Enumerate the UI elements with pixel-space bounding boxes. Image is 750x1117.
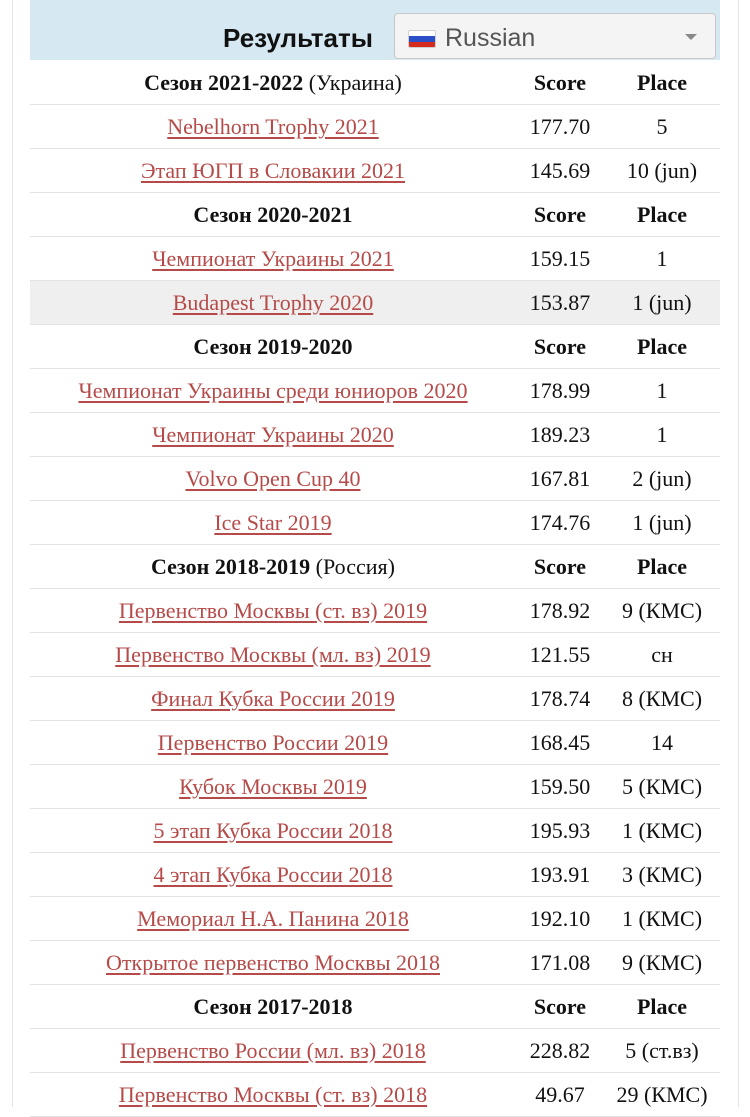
score-cell: 192.10 <box>516 897 604 941</box>
season-label-cell <box>30 61 516 105</box>
language-select[interactable] <box>394 13 716 59</box>
event-name-cell <box>30 105 516 149</box>
season-label-cell <box>30 193 516 237</box>
score-cell: 159.50 <box>516 765 604 809</box>
place-cell: 5 (КМС) <box>604 765 720 809</box>
place-cell: 10 (jun) <box>604 149 720 193</box>
event-link[interactable]: Открытое первенство Москвы 2018 <box>106 949 440 975</box>
score-cell: 228.82 <box>516 1029 604 1073</box>
result-row <box>30 589 720 633</box>
result-row <box>30 633 720 677</box>
score-cell: 178.99 <box>516 369 604 413</box>
event-name-cell <box>30 1073 516 1117</box>
event-name-cell <box>30 853 516 897</box>
season-label: Сезон 2021-2022 <box>144 69 304 95</box>
event-name-cell <box>30 897 516 941</box>
event-name-cell <box>30 413 516 457</box>
place-cell: сн <box>604 633 720 677</box>
place-cell: 2 (jun) <box>604 457 720 501</box>
event-name-cell <box>30 633 516 677</box>
flag-stripe-red <box>409 42 435 47</box>
result-row <box>30 237 720 281</box>
event-name-cell <box>30 1029 516 1073</box>
event-name-cell <box>30 281 516 325</box>
place-cell: 1 <box>604 237 720 281</box>
place-cell: 1 (КМС) <box>604 809 720 853</box>
place-cell: 5 <box>604 105 720 149</box>
score-cell: 195.93 <box>516 809 604 853</box>
event-link[interactable]: Чемпионат Украины 2020 <box>152 421 394 447</box>
score-cell: 49.67 <box>516 1073 604 1117</box>
score-cell: 145.69 <box>516 149 604 193</box>
language-selected-label: Russian <box>445 24 536 52</box>
place-cell: 1 <box>604 369 720 413</box>
event-name-cell <box>30 369 516 413</box>
score-cell: 168.45 <box>516 721 604 765</box>
page-border-right <box>738 0 739 1107</box>
season-header-row <box>30 545 720 589</box>
score-cell: 193.91 <box>516 853 604 897</box>
event-link[interactable]: Ice Star 2019 <box>214 509 332 535</box>
score-column-header: Score <box>516 325 604 369</box>
season-country: (Украина) <box>303 69 402 95</box>
results-header <box>30 0 720 60</box>
event-link[interactable]: Первенство России (мл. вз) 2018 <box>120 1037 426 1063</box>
event-link[interactable]: Мемориал Н.А. Панина 2018 <box>137 905 409 931</box>
score-column-header: Score <box>516 545 604 589</box>
place-cell: 9 (КМС) <box>604 941 720 985</box>
score-cell: 178.92 <box>516 589 604 633</box>
event-link[interactable]: Первенство России 2019 <box>157 729 389 755</box>
event-link[interactable]: Volvo Open Cup 40 <box>185 465 361 491</box>
result-row <box>30 1073 720 1117</box>
place-cell: 3 (КМС) <box>604 853 720 897</box>
place-cell: 1 (jun) <box>604 501 720 545</box>
page-border-left <box>12 0 13 1107</box>
event-name-cell <box>30 809 516 853</box>
season-label-cell <box>30 325 516 369</box>
result-row <box>30 149 720 193</box>
result-row <box>30 677 720 721</box>
event-link[interactable]: Этап ЮГП в Словакии 2021 <box>140 157 405 183</box>
event-name-cell <box>30 721 516 765</box>
event-link[interactable]: Чемпионат Украины среди юниоров 2020 <box>78 377 468 403</box>
event-name-cell <box>30 765 516 809</box>
season-label: Сезон 2020-2021 <box>193 201 353 227</box>
place-column-header: Place <box>604 985 720 1029</box>
event-name-cell <box>30 941 516 985</box>
place-cell: 1 (jun) <box>604 281 720 325</box>
score-cell: 153.87 <box>516 281 604 325</box>
event-link[interactable]: Nebelhorn Trophy 2021 <box>167 113 379 139</box>
score-cell: 171.08 <box>516 941 604 985</box>
event-link[interactable]: 5 этап Кубка России 2018 <box>153 817 393 843</box>
score-cell: 189.23 <box>516 413 604 457</box>
result-row <box>30 105 720 149</box>
season-header-row <box>30 985 720 1029</box>
season-label: Сезон 2019-2020 <box>193 333 353 359</box>
place-cell: 1 <box>604 413 720 457</box>
event-link[interactable]: Финал Кубка России 2019 <box>151 685 395 711</box>
results-table <box>30 61 720 1117</box>
result-row <box>30 809 720 853</box>
result-row <box>30 413 720 457</box>
result-row <box>30 853 720 897</box>
event-name-cell <box>30 677 516 721</box>
chevron-down-icon[interactable] <box>685 34 697 40</box>
event-link[interactable]: Чемпионат Украины 2021 <box>152 245 394 271</box>
score-cell: 177.70 <box>516 105 604 149</box>
page-title: Результаты <box>223 23 373 53</box>
results-table-body <box>30 61 720 1117</box>
place-column-header: Place <box>604 325 720 369</box>
result-row <box>30 281 720 325</box>
event-link[interactable]: Первенство Москвы (ст. вз) 2019 <box>118 597 428 623</box>
score-cell: 159.15 <box>516 237 604 281</box>
event-link[interactable]: Первенство Москвы (мл. вз) 2019 <box>115 641 431 667</box>
score-column-header: Score <box>516 61 604 105</box>
event-name-cell <box>30 501 516 545</box>
score-column-header: Score <box>516 985 604 1029</box>
place-cell: 5 (ст.вз) <box>604 1029 720 1073</box>
result-row <box>30 1029 720 1073</box>
place-cell: 29 (КМС) <box>604 1073 720 1117</box>
place-column-header: Place <box>604 545 720 589</box>
season-header-row <box>30 61 720 105</box>
season-header-row <box>30 325 720 369</box>
event-link[interactable]: 4 этап Кубка России 2018 <box>153 861 393 887</box>
result-row <box>30 457 720 501</box>
score-cell: 174.76 <box>516 501 604 545</box>
season-country: (Россия) <box>310 553 395 579</box>
score-column-header: Score <box>516 193 604 237</box>
season-label: Сезон 2018-2019 <box>151 553 311 579</box>
place-column-header: Place <box>604 61 720 105</box>
score-cell: 178.74 <box>516 677 604 721</box>
place-cell: 14 <box>604 721 720 765</box>
place-cell: 9 (КМС) <box>604 589 720 633</box>
event-name-cell <box>30 149 516 193</box>
result-row <box>30 721 720 765</box>
result-row <box>30 765 720 809</box>
russia-flag-icon <box>408 30 436 48</box>
result-row <box>30 369 720 413</box>
place-cell: 8 (КМС) <box>604 677 720 721</box>
event-name-cell <box>30 457 516 501</box>
result-row <box>30 501 720 545</box>
season-header-row <box>30 193 720 237</box>
season-label-cell <box>30 985 516 1029</box>
season-label-cell <box>30 545 516 589</box>
event-link[interactable]: Первенство Москвы (ст. вз) 2018 <box>118 1081 428 1107</box>
event-link[interactable]: Кубок Москвы 2019 <box>179 773 367 799</box>
score-cell: 121.55 <box>516 633 604 677</box>
event-name-cell <box>30 237 516 281</box>
score-cell: 167.81 <box>516 457 604 501</box>
result-row <box>30 941 720 985</box>
event-name-cell <box>30 589 516 633</box>
place-column-header: Place <box>604 193 720 237</box>
season-label: Сезон 2017-2018 <box>193 993 353 1019</box>
place-cell: 1 (КМС) <box>604 897 720 941</box>
result-row <box>30 897 720 941</box>
event-link[interactable]: Budapest Trophy 2020 <box>172 289 374 315</box>
